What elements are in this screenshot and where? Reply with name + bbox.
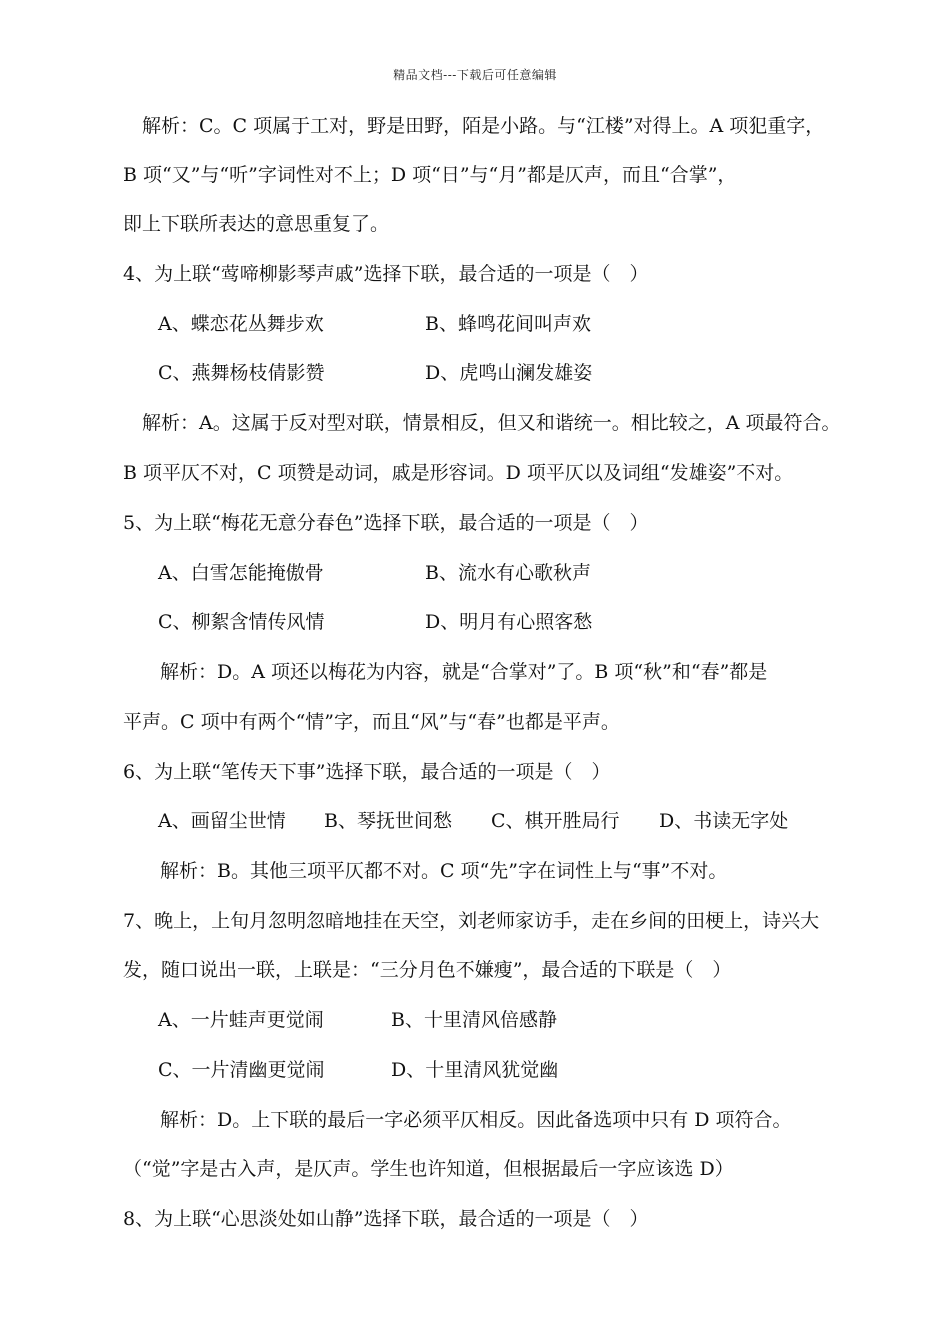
- q5-option-d: D、明月有心照客愁: [425, 611, 593, 633]
- q6-option-b: B、琴抚世间愁: [324, 810, 452, 832]
- page-header: 精品文档---下载后可任意编辑: [393, 68, 557, 82]
- q6-option-d: D、书读无字处: [659, 810, 789, 832]
- q7-option-d: D、十里清风犹觉幽: [391, 1059, 559, 1081]
- q6-option-c: C、棋开胜局行: [491, 810, 620, 832]
- question-4: 4、为上联“莺啼柳影琴声戚”选择下联，最合适的一项是（ ）: [123, 263, 649, 285]
- analysis-4-line-1: 解析：A。这属于反对型对联，情景相反，但又和谐统一。相比较之，A 项最符合。: [142, 412, 841, 434]
- question-7-line-1: 7、晚上，上旬月忽明忽暗地挂在天空，刘老师家访手，走在乡间的田梗上，诗兴大: [123, 910, 820, 932]
- q6-option-a: A、画留尘世情: [158, 810, 286, 832]
- analysis-7-line-1: 解析：D。上下联的最后一字必须平仄相反。因此备选项中只有 D 项符合。: [160, 1109, 792, 1131]
- q7-option-b: B、十里清风倍感静: [391, 1009, 557, 1031]
- analysis-4-line-2: B 项平仄不对，C 项赞是动词，戚是形容词。D 项平仄以及词组“发雄姿”不对。: [123, 462, 794, 484]
- q4-option-c: C、燕舞杨枝倩影赞: [158, 362, 325, 384]
- q5-option-c: C、柳絮含情传风情: [158, 611, 325, 633]
- analysis-7-line-2: （“觉”字是古入声，是仄声。学生也许知道，但根据最后一字应该选 D）: [123, 1158, 734, 1180]
- q5-option-b: B、流水有心歌秋声: [425, 562, 591, 584]
- q7-option-c: C、一片清幽更觉闹: [158, 1059, 325, 1081]
- question-7-line-2: 发，随口说出一联，上联是：“三分月色不嫌瘦”，最合适的下联是（ ）: [123, 959, 732, 981]
- question-8: 8、为上联“心思淡处如山静”选择下联，最合适的一项是（ ）: [123, 1208, 649, 1230]
- q4-option-a: A、蝶恋花丛舞步欢: [158, 313, 324, 335]
- question-6: 6、为上联“笔传天下事”选择下联，最合适的一项是（ ）: [123, 761, 611, 783]
- analysis-3-line-1: 解析：C。C 项属于工对，野是田野，陌是小路。与“江楼”对得上。A 项犯重字，: [142, 115, 825, 137]
- question-5: 5、为上联“梅花无意分春色”选择下联，最合适的一项是（ ）: [123, 512, 649, 534]
- analysis-3-line-3: 即上下联所表达的意思重复了。: [123, 213, 390, 235]
- analysis-3-line-2: B 项“又”与“听”字词性对不上；D 项“日”与“月”都是仄声，而且“合掌”，: [123, 164, 737, 186]
- analysis-5-line-2: 平声。C 项中有两个“情”字，而且“风”与“春”也都是平声。: [123, 711, 620, 733]
- analysis-6: 解析：B。其他三项平仄都不对。C 项“先”字在词性上与“事”不对。: [160, 860, 728, 882]
- q5-option-a: A、白雪怎能掩傲骨: [158, 562, 324, 584]
- q4-option-b: B、蜂鸣花间叫声欢: [425, 313, 591, 335]
- q7-option-a: A、一片蛙声更觉闹: [158, 1009, 324, 1031]
- analysis-5-line-1: 解析：D。A 项还以梅花为内容，就是“合掌对”了。B 项“秋”和“春”都是: [160, 661, 768, 683]
- q4-option-d: D、虎鸣山澜发雄姿: [425, 362, 593, 384]
